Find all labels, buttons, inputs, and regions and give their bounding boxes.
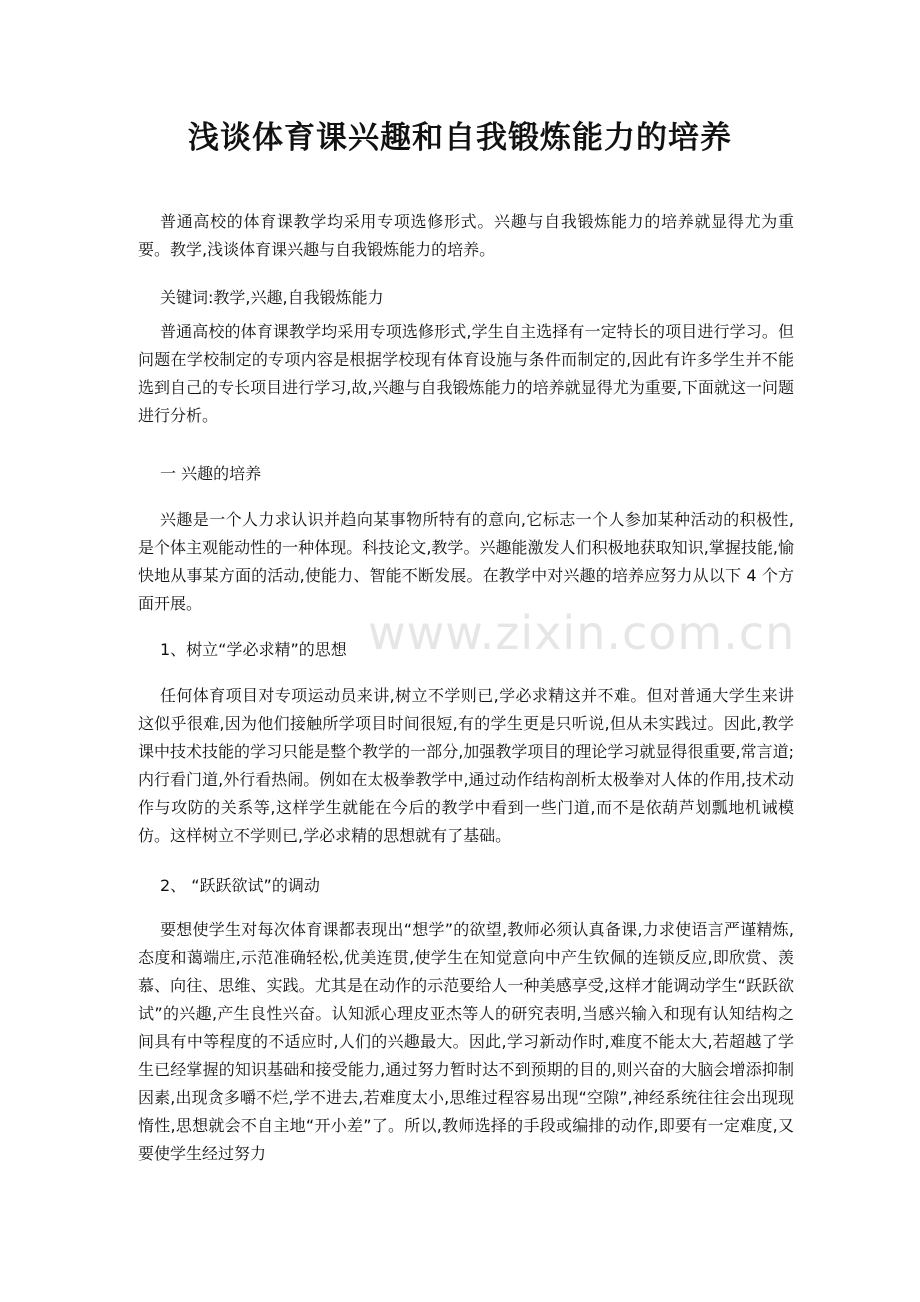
subsection-paragraph-2: 要想使学生对每次体育课都表现出“想学”的欲望,教师必须认真备课,力求使语言严谨精炼,态度和蔼端庄,示范准确轻松,优美连贯,使学生在知觉意向中产生钦佩的连锁反应,即欣赏、羡慕、向往、思维、实践。尤其是在动作的示范要给人一种美感享受,这样才能调动学生“跃跃欲试”的兴趣,产生良性兴奋。认知派心理皮亚杰等人的研究表明,当感兴输入和现有认知结构之间具有中等程度的不适应时,人们的兴趣最大。因此,学习新动作时,难度不能太大,若超越了学生已经掌握的知识基础和接受能力,通过努力暂时达不到预期的目的,则兴奋的大脑会增添抑制因素,出现贪多嚼不烂,学不进去,若难度太小,思维过程容易出现“空隙”,神经系统往往会出现现惰性,思想就会不自主地“开小差”了。所以,教师选择的手段或编排的动作,即要有一定难度,又要使学生经过努力 <box>138 920 794 1163</box>
watermark-text: www.zixin.com.cn <box>368 606 796 660</box>
abstract-paragraph: 普通高校的体育课教学均采用专项选修形式。兴趣与自我锻炼能力的培养就显得尤为重要。教学,浅谈体育课兴趣与自我锻炼能力的培养。 <box>138 212 794 259</box>
subsection-paragraph-1: 任何体育项目对专项运动员来讲,树立不学则已,学必求精这并不难。但对普通大学生来讲这似乎很难,因为他们接触所学项目时间很短,有的学生更是只听说,但从未实践过。因此,教学课中技术技能的学习只能是整个教学的一部分,加强教学项目的理论学习就显得很重要,常言道;内行看门道,外行看热闹。例如在太极拳教学中,通过动作结构剖析太极拳对人体的作用,技术动作与攻防的关系等,这样学生就能在今后的教学中看到一些门道,而不是依葫芦划瓢地机诫模仿。这样树立不学则已,学必求精的思想就有了基础。 <box>138 686 794 845</box>
document-title: 浅谈体育课兴趣和自我锻炼能力的培养 <box>188 120 732 156</box>
subsection-heading-2: 2、 “跃跃欲试”的调动 <box>160 876 320 895</box>
section-heading-interest: 一 兴趣的培养 <box>160 464 262 483</box>
intro-paragraph: 普通高校的体育课教学均采用专项选修形式,学生自主选择有一定特长的项目进行学习。但问题在学校制定的专项内容是根据学校现有体育设施与条件而制定的,因此有许多学生并不能选到自己的专长项目进行学习,故,兴趣与自我锻炼能力的培养就显得尤为重要,下面就这一问题进行分析。 <box>138 322 794 425</box>
section-paragraph-interest: 兴趣是一个人力求认识并趋向某事物所特有的意向,它标志一个人参加某种活动的积极性,是个体主观能动性的一种体现。科技论文,教学。兴趣能激发人们积极地获取知识,掌握技能,愉快地从事某方面的活动,使能力、智能不断发展。在教学中对兴趣的培养应努力从以下 4 个方面开展。 <box>138 510 794 613</box>
subsection-heading-1: 1、树立“学必求精”的思想 <box>160 640 347 659</box>
keywords-line: 关键词:教学,兴趣,自我锻炼能力 <box>160 288 384 307</box>
